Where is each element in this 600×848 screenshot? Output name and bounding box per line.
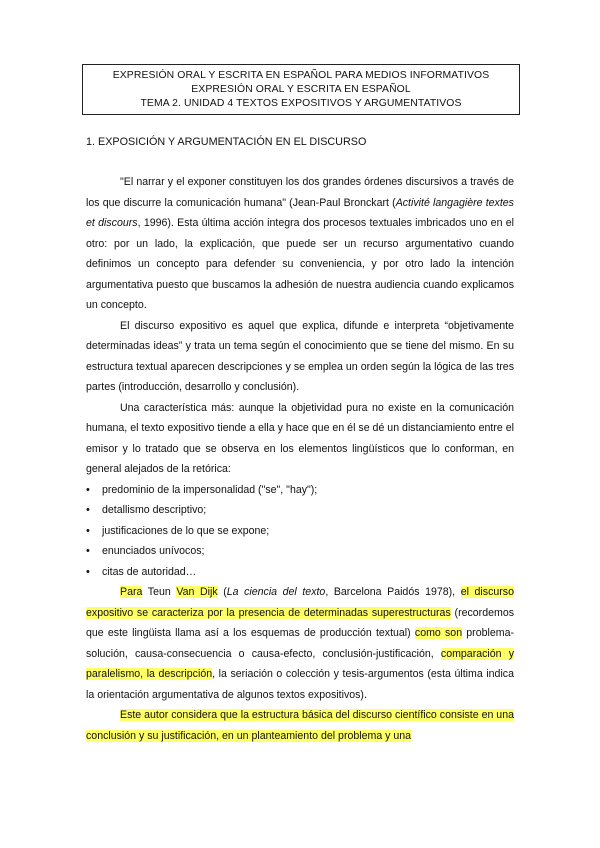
list-item: • justificaciones de lo que se expone; [86,521,514,542]
paragraph-4-book-title: La ciencia del texto [226,586,326,598]
paragraph-4-text-5: problema-solución, causa-consecuencia o causa-efecto, conclusión-justificación, [86,627,514,660]
paragraph-1 [86,172,514,316]
paragraph-4-text-1: Teun [142,586,177,598]
paragraph-3: Una característica más: aunque la objetividad pura no existe en la comunicación humana, el texto expositivo tiende a ella y hace que en él se dé un distanciamiento entre el emisor y lo tratado que se observa en los elementos lingüísticos que lo conforman, en general alejados de la retórica: [86,401,514,475]
paragraph-1-text-b: , 1996). Esta última acción integra dos procesos textuales imbricados uno en el otro: por un lado, la explicación, que puede ser un recurso argumentativo cuando definimos un concepto para defender su conveniencia, y por otro lado la intención argumentativa puesto que buscamos la adhesión de nuestra audiencia cuando explicamos un concepto. [86,217,514,311]
paragraph-4-text-2: ( [217,586,227,598]
paragraph-4-text-3: , Barcelona Paidós 1978), [325,586,461,598]
document-header [82,64,520,115]
highlight-van-dijk: Van Dijk [176,586,218,598]
characteristics-list [86,480,514,583]
paragraph-5 [86,705,514,746]
list-item: • citas de autoridad… [86,562,514,583]
list-item: • predominio de la impersonalidad ("se", "hay"); [86,480,514,501]
highlight-como-son: como son [414,627,463,639]
header-course-title: EXPRESIÓN ORAL Y ESCRITA EN ESPAÑOL PARA MEDIOS INFORMATIVOS [112,70,490,81]
header-subject-title: EXPRESIÓN ORAL Y ESCRITA EN ESPAÑOL [191,84,411,95]
header-unit-title: TEMA 2. UNIDAD 4 TEXTOS EXPOSITIVOS Y ARGUMENTATIVOS [140,98,462,109]
highlight-para: Para [120,586,143,598]
highlight-comparacion: comparación y paralelismo, la descripción [86,647,514,680]
paragraph-2: El discurso expositivo es aquel que explica, difunde e interpreta “objetivamente determinadas ideas” y trata un tema según el conocimiento que se tiene del mismo. En su estructura textual aparecen descripciones y se emplea un orden según la lógica de las tres partes (introducción, desarrollo y conclusión). [86,319,514,393]
paragraph-4-text-4: (recordemos que este lingüista llama así a los esquemas de producción textual) [86,606,515,639]
paragraph-4 [86,582,514,705]
paragraph-1-book-title: Activité langagière textes et discours [86,196,514,229]
paragraph-1-text-a: "El narrar y el exponer constituyen los dos grandes órdenes discursivos a través de los que discurre la comunicación humana" (Jean-Paul Bronckart ( [86,176,514,209]
highlight-superestructuras: el discurso expositivo se caracteriza por la presencia de determinadas superestructuras [86,586,514,619]
list-item: • enunciados unívocos; [86,541,514,562]
section-title: 1. EXPOSICIÓN Y ARGUMENTACIÓN EN EL DISCURSO [86,136,367,148]
highlight-estructura-basica: Este autor considera que la estructura básica del discurso científico consiste en una conclusión y su justificación, en un planteamiento del problema y una [86,709,514,742]
list-item: • detallismo descriptivo; [86,500,514,521]
paragraph-4-text-6: , la seriación o colección y tesis-argumentos (esta última indica la orientación argumentativa de algunos textos expositivos). [86,668,514,701]
document-body [86,172,514,746]
